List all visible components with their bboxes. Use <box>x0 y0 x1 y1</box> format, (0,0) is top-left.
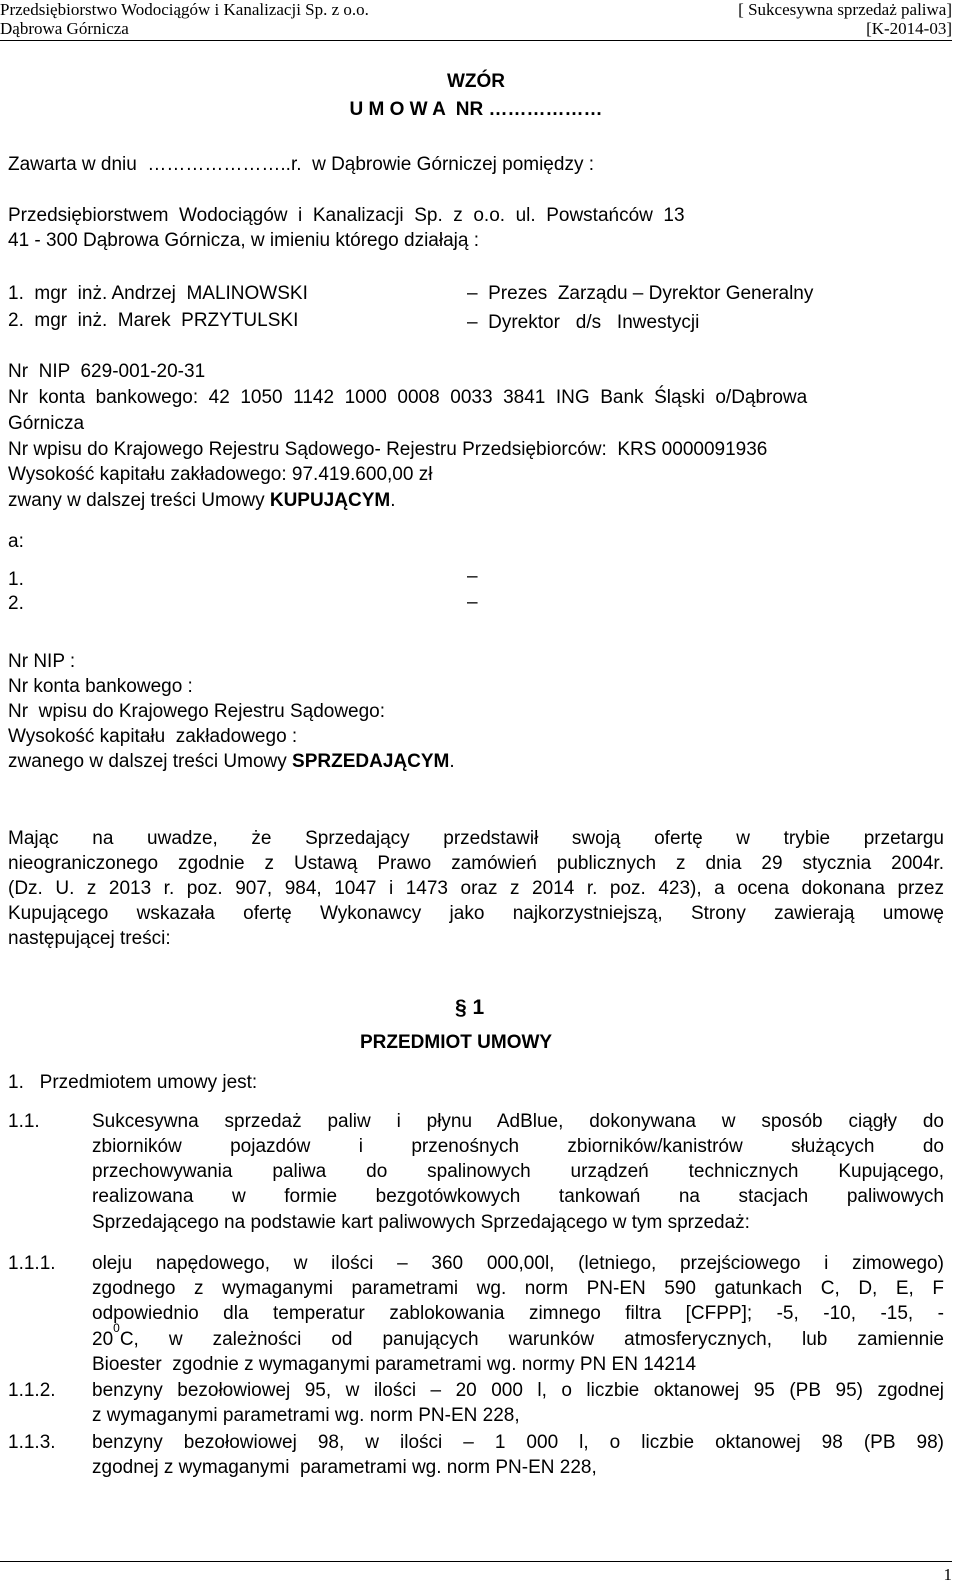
rep-2-role: – Dyrektor d/s Inwestycji <box>467 312 700 333</box>
temp-value: 20 <box>92 1329 114 1350</box>
header-ref: [K-2014-03] <box>866 19 952 38</box>
intro-buyer-line2: 41 - 300 Dąbrowa Górnicza, w imieniu którego działają : <box>8 230 480 251</box>
footer-rule <box>0 1561 952 1562</box>
item-1-1-1-line-2: zgodnego z wymaganymi parametrami wg. norm PN-EN 590 gatunkach C, D, E, F <box>92 1278 944 1299</box>
section-symbol: § 1 <box>455 996 485 1019</box>
item-1-1-line-2: zbiorników pojazdów i przenośnych zbiorników/kanistrów służących do <box>92 1136 944 1157</box>
buyer-called <box>8 489 395 513</box>
page-number: 1 <box>943 1565 952 1584</box>
item-1-1-1-line-5: Bioester zgodnie z wymaganymi parametrami wg. normy PN EN 14214 <box>92 1354 697 1375</box>
preamble-line-1: Mając na uwadze, że Sprzedający przedstawił swoją ofertę w trybie przetargu <box>8 828 944 849</box>
item-1: 1. Przedmiotem umowy jest: <box>8 1072 258 1093</box>
page-header <box>0 0 952 41</box>
buyer-called-bold: KUPUJĄCYM <box>269 490 391 511</box>
item-1-1-line-1: Sukcesywna sprzedaż paliw i płynu AdBlue, dokonywana w sposób ciągły do <box>92 1111 944 1132</box>
temp-rest: C, w zależności od panujących warunków atmosferycznych, lub zamiennie <box>119 1329 944 1350</box>
item-1-1-1-line-4 <box>92 1321 944 1352</box>
intro-concluded: Zawarta w dniu …………………..r. w Dąbrowie Górniczej pomiędzy : <box>8 154 595 175</box>
seller-nip: Nr NIP : <box>8 651 76 672</box>
preamble-line-4: Kupującego wskazała ofertę Wykonawcy jako najkorzystniejszą, Strony zawierają umowę <box>8 903 944 924</box>
item-1-1-1-line-1: oleju napędowego, w ilości – 360 000,00l, (letniego, przejściowego i zimowego) <box>92 1253 944 1274</box>
intro-buyer-line1: Przedsiębiorstwem Wodociągów i Kanalizacji Sp. z o.o. ul. Powstańców 13 <box>8 205 685 226</box>
buyer-nip: Nr NIP 629-001-20-31 <box>8 361 206 382</box>
doc-title-umowa: U M O W A NR ……………… <box>349 99 603 120</box>
seller-rep-2-dash: – <box>467 592 478 613</box>
seller-bank: Nr konta bankowego : <box>8 676 193 697</box>
rep-1-role: – Prezes Zarządu – Dyrektor Generalny <box>467 283 814 304</box>
header-company: Przedsiębiorstwo Wodociągów i Kanalizacji Sp. z o.o. <box>0 0 369 19</box>
buyer-called-suffix: . <box>390 490 396 511</box>
rep-2-name: 2. mgr inż. Marek PRZYTULSKI <box>8 310 299 331</box>
buyer-called-prefix: zwany w dalszej treści Umowy <box>8 490 270 511</box>
buyer-krs: Nr wpisu do Krajowego Rejestru Sądowego- Rejestru Przedsiębiorców: KRS 0000091936 <box>8 439 768 460</box>
degree-sup: 0 <box>113 1321 120 1335</box>
seller-called-prefix: zwanego w dalszej treści Umowy <box>8 751 293 772</box>
item-1-1-number: 1.1. <box>8 1111 40 1132</box>
seller-capital: Wysokość kapitału zakładowego : <box>8 726 298 747</box>
preamble-line-2: nieograniczonego zgodnie z Ustawą Prawo zamówień publicznych z dnia 29 stycznia 2004r. <box>8 853 944 874</box>
and-label: a: <box>8 531 24 552</box>
doc-title-wzor: WZÓR <box>446 71 506 92</box>
buyer-capital: Wysokość kapitału zakładowego: 97.419.600,00 zł <box>8 464 433 485</box>
preamble-line-5: następującej treści: <box>8 928 171 949</box>
preamble-line-3: (Dz. U. z 2013 r. poz. 907, 984, 1047 i 1473 oraz z 2014 r. poz. 423), a ocena dokonana przez <box>8 878 944 899</box>
item-1-1-2-number: 1.1.2. <box>8 1380 56 1401</box>
seller-called-suffix: . <box>449 751 455 772</box>
seller-rep-2-no: 2. <box>8 593 24 614</box>
item-1-1-2-line-2: z wymaganymi parametrami wg. norm PN-EN 228, <box>92 1405 520 1426</box>
item-1-1-3-line-2: zgodnej z wymaganymi parametrami wg. norm PN-EN 228, <box>92 1457 597 1478</box>
seller-krs: Nr wpisu do Krajowego Rejestru Sądowego: <box>8 701 386 722</box>
item-1-1-2-line-1: benzyny bezołowiowej 95, w ilości – 20 000 l, o liczbie oktanowej 95 (PB 95) zgodnej <box>92 1380 944 1401</box>
item-1-1-line-4: realizowana w formie bezgotówkowych tankowań na stacjach paliwowych <box>92 1186 944 1207</box>
section-title: PRZEDMIOT UMOWY <box>360 1032 553 1053</box>
buyer-bank-line2: Górnicza <box>8 413 85 434</box>
rep-1-name: 1. mgr inż. Andrzej MALINOWSKI <box>8 283 308 304</box>
item-1-1-3-number: 1.1.3. <box>8 1432 56 1453</box>
item-1-1-1-line-3: odpowiednio dla temperatur zablokowania zimnego filtra [CFPP]; -5, -10, -15, - <box>92 1303 944 1324</box>
seller-rep-1-no: 1. <box>8 569 24 590</box>
header-subject: [ Sukcesywna sprzedaż paliwa] <box>738 0 952 19</box>
item-1-1-3-line-1: benzyny bezołowiowej 98, w ilości – 1 000 l, o liczbie oktanowej 98 (PB 98) <box>92 1432 944 1453</box>
seller-called-bold: SPRZEDAJĄCYM <box>292 751 450 772</box>
seller-called <box>8 750 455 774</box>
header-city: Dąbrowa Górnicza <box>0 19 129 38</box>
seller-rep-1-dash: – <box>467 566 478 587</box>
buyer-bank-line1: Nr konta bankowego: 42 1050 1142 1000 0008 0033 3841 ING Bank Śląski o/Dąbrowa <box>8 387 808 408</box>
item-1-1-1-number: 1.1.1. <box>8 1253 56 1274</box>
item-1-1-line-5: Sprzedającego na podstawie kart paliwowych Sprzedającego w tym sprzedaż: <box>92 1212 750 1233</box>
item-1-1-line-3: przechowywania paliwa do spalinowych urządzeń technicznych Kupującego, <box>92 1161 944 1182</box>
